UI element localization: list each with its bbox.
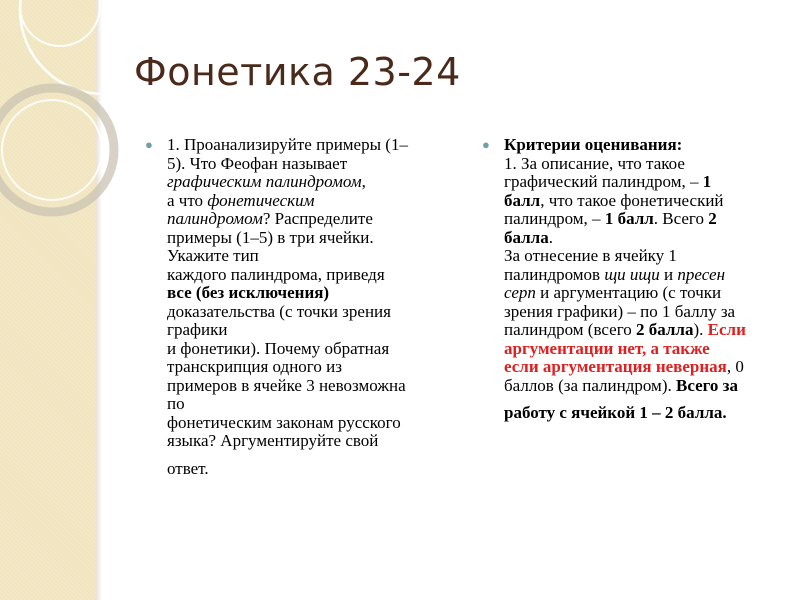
bullet-icon: ● [145, 137, 153, 152]
right-text-segment: графический палиндром, – [504, 172, 703, 191]
left-text-segment: каждого палиндрома, приведя [167, 264, 385, 284]
right-text-segment: если аргументация неверная [504, 357, 727, 376]
right-text-segment: работу с ячейкой 1 – 2 балла. [504, 403, 727, 422]
side-band-shadow [96, 0, 102, 600]
right-line [504, 321, 784, 340]
right-text-segment: . Всего [653, 209, 709, 228]
left-line [167, 173, 445, 192]
right-text-segment: аргументации нет, а также [504, 338, 710, 358]
right-line [504, 210, 784, 229]
right-text-segment: и [659, 264, 678, 284]
right-text-segment: , 0 [726, 357, 744, 376]
left-text-segment: палиндромом [167, 209, 263, 228]
right-text-segment: палиндром (всего [504, 320, 636, 339]
right-text-segment: зрения графики) – по 1 баллу за [504, 301, 736, 321]
left-line [167, 432, 445, 451]
right-text-segment: 2 балла [636, 320, 694, 339]
left-line [167, 358, 445, 377]
right-text-segment: пресен [677, 264, 725, 284]
right-text-segment: палиндромов [504, 264, 605, 284]
left-line [167, 414, 445, 433]
right-text-segment: балл [504, 190, 541, 210]
left-text-segment: примеров в ячейке 3 невозможна [167, 375, 406, 395]
right-text-segment: 1. За описание, что такое [504, 153, 685, 173]
left-line [167, 460, 445, 479]
right-text-segment: ). [693, 320, 708, 339]
right-text-segment: щи ищи [604, 264, 660, 284]
right-text-segment: 2 [708, 209, 717, 228]
right-text-segment: , что такое фонетический [540, 190, 724, 210]
right-line [504, 266, 784, 285]
left-line [167, 377, 445, 396]
bullet-icon: ● [482, 137, 490, 152]
task-text [167, 136, 445, 478]
right-line [504, 136, 784, 155]
left-line [167, 266, 445, 285]
right-line [504, 155, 784, 174]
left-line [167, 155, 445, 174]
criteria-text [504, 136, 784, 423]
right-line [504, 404, 784, 423]
left-text-segment: фонетическим законам русского [167, 412, 401, 432]
right-text-segment: палиндром, – [504, 209, 605, 228]
right-text-segment: Если [707, 320, 746, 339]
left-line [167, 192, 445, 211]
right-line [504, 377, 784, 396]
right-line [504, 358, 784, 377]
right-text-segment: баллов (за палиндром). [504, 375, 676, 395]
left-text-segment: Укажите тип [167, 246, 259, 265]
right-line [504, 173, 784, 192]
right-line [504, 284, 784, 303]
left-text-segment: транскрипция одного из [167, 357, 342, 376]
right-text-segment: Критерии оценивания: [504, 135, 683, 154]
left-text-segment: , [361, 172, 366, 191]
right-line [504, 247, 784, 266]
left-line [167, 136, 445, 155]
right-text-segment: 1 [702, 172, 712, 191]
left-text-segment: по [167, 394, 185, 413]
right-text-segment: 1 балл [604, 209, 654, 228]
left-line [167, 340, 445, 359]
right-text-segment: За отнесение в ячейку 1 [504, 246, 677, 265]
left-text-segment: графики [167, 320, 228, 339]
right-text-segment: . [548, 227, 553, 247]
left-line [167, 395, 445, 414]
left-text-segment: а что [167, 190, 208, 210]
left-line [167, 321, 445, 340]
left-text-segment: языка? Аргументируйте свой [167, 431, 379, 450]
left-line [167, 247, 445, 266]
right-line [504, 340, 784, 359]
left-text-segment: 1. Проанализируйте примеры (1– [167, 135, 408, 154]
left-line [167, 229, 445, 248]
left-text-segment: примеры (1–5) в три ячейки. [167, 227, 374, 247]
decorative-side-band [0, 0, 96, 600]
left-text-segment: все (без исключения) [167, 283, 330, 302]
left-line [167, 284, 445, 303]
right-text-segment: Всего за [675, 375, 738, 395]
left-text-segment: графическим палиндромом [167, 172, 362, 191]
right-text-segment: серп [504, 283, 536, 302]
right-text-segment: балла [504, 227, 549, 247]
left-text-segment: фонетическим [207, 190, 315, 210]
left-text-segment: и фонетики). Почему обратная [167, 338, 390, 358]
left-text-segment: ? Распределите [262, 209, 373, 228]
slide-title: Фонетика 23-24 [134, 50, 461, 94]
left-text-segment: доказательства (с точки зрения [167, 301, 391, 321]
left-text-segment: 5). Что Феофан называет [167, 153, 348, 173]
right-line [504, 192, 784, 211]
right-line [504, 303, 784, 322]
right-line [504, 229, 784, 248]
left-line [167, 303, 445, 322]
left-text-segment: ответ. [167, 458, 209, 478]
left-line [167, 210, 445, 229]
right-text-segment: и аргументацию (с точки [535, 283, 722, 302]
